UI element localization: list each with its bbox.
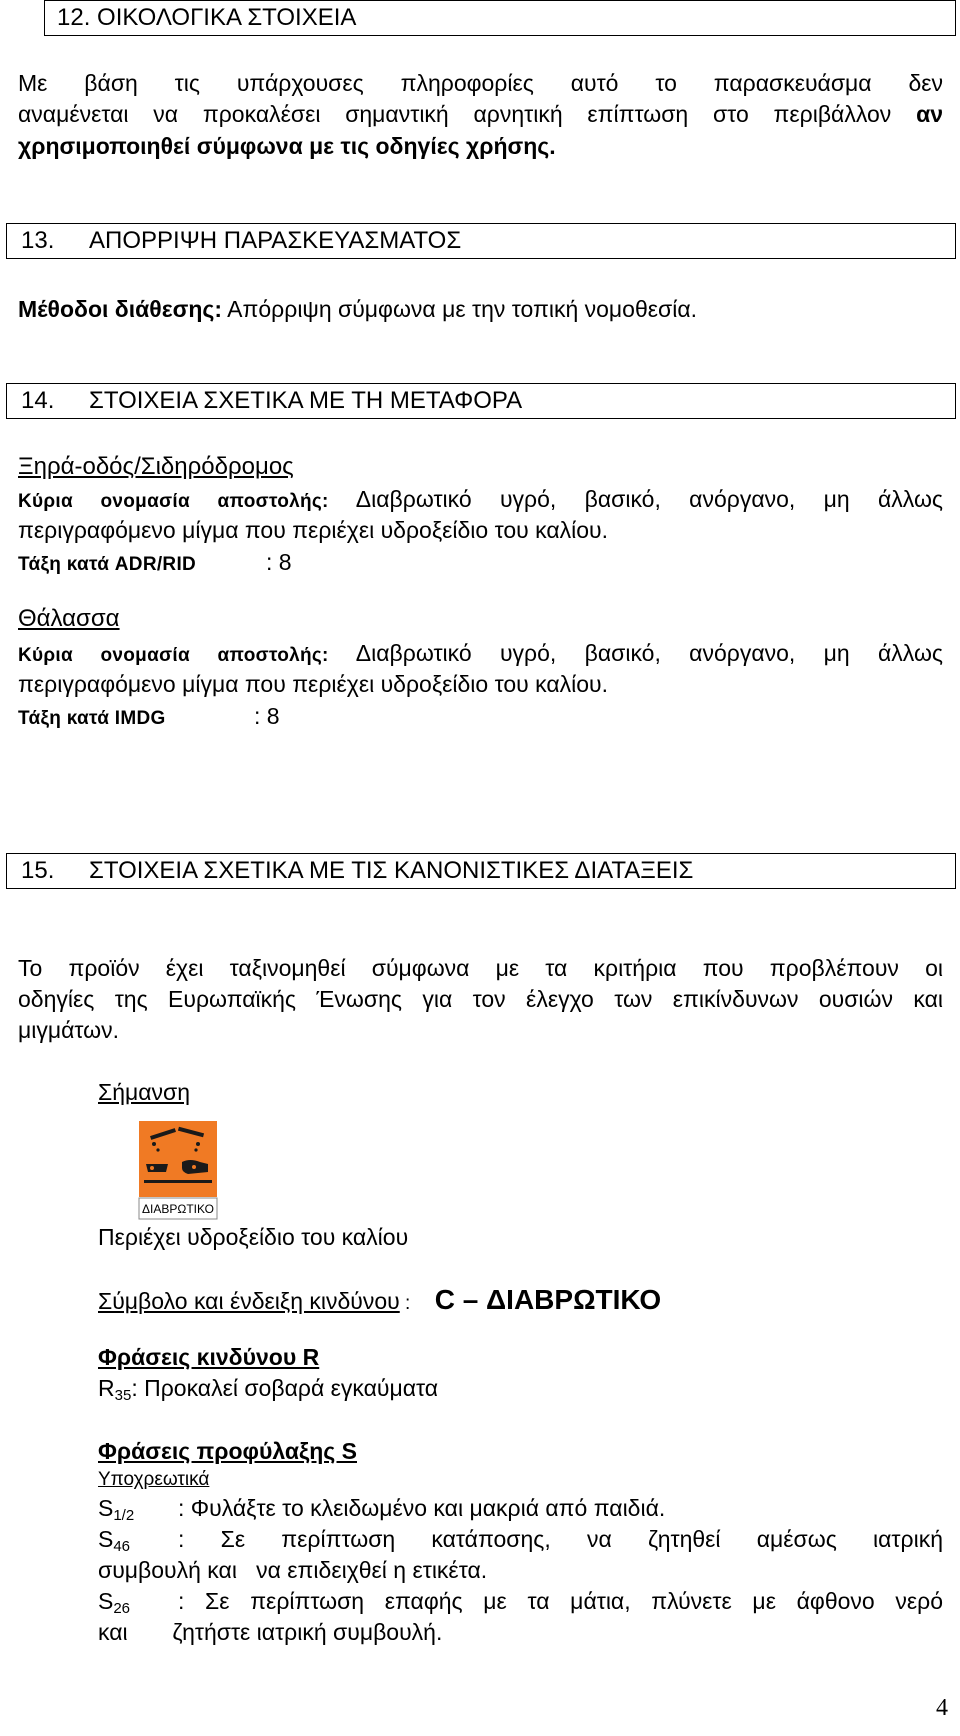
- r35-line: $R_{35}$: Προκαλεί σοβαρά εγκαύματα: [98, 1375, 439, 1404]
- section-13-number: 13.: [21, 227, 55, 254]
- labeling-heading: Σήμανση: [98, 1079, 191, 1105]
- mandatory-label: Υποχρεωτικά: [98, 1469, 210, 1490]
- hazard-symbol-line: Σύμβολο και ένδειξη κινδύνου : C – ΔΙΑΒΡΩΤΙΚΟ: [98, 1284, 662, 1315]
- land-shipping-name-line-2: περιγραφόμενο μίγμα που περιέχει υδροξείδιο του καλίου.: [18, 517, 609, 543]
- sec13-disposal-line: Μέθοδοι διάθεσης: Απόρριψη σύμφωνα με την τοπική νομοθεσία.: [18, 296, 698, 322]
- sec12-line-2: αναμένεται να προκαλέσει σημαντική αρνητική επίπτωση στο περιβάλλον αν: [18, 101, 944, 127]
- section-14-title: ΣΤΟΙΧΕΙΑ ΣΧΕΤΙΚΑ ΜΕ ΤΗ ΜΕΤΑΦΟΡΑ: [89, 387, 523, 414]
- land-transport-heading: Ξηρά-οδός/Σιδηρόδρομος: [18, 453, 294, 480]
- section-14-number: 14.: [21, 387, 55, 414]
- land-shipping-name-line-1: Κύρια ονομασία αποστολής: Διαβρωτικό υγρό, βασικό, ανόργανο, μη άλλως: [18, 486, 943, 512]
- corrosive-pictogram: [138, 1120, 218, 1220]
- section-13-title: ΑΠΟΡΡΙΨΗ ΠΑΡΑΣΚΕΥΑΣΜΑΤΟΣ: [89, 227, 462, 254]
- sea-transport-heading: Θάλασσα: [18, 605, 120, 632]
- section-14-header: [6, 383, 956, 419]
- land-class-line: Τάξη κατά ADR/RID : 8: [18, 549, 292, 575]
- sec12-line-3: χρησιμοποιηθεί σύμφωνα με τις οδηγίες χρήσης.: [18, 133, 556, 159]
- sea-shipping-name-line-1: Κύρια ονομασία αποστολής: Διαβρωτικό υγρό, βασικό, ανόργανο, μη άλλως: [18, 640, 943, 666]
- section-15-number: 15.: [21, 857, 55, 884]
- section-13-header: [6, 223, 956, 259]
- sea-class-line: Τάξη κατά IMDG : 8: [18, 703, 280, 729]
- s-phrases-heading: Φράσεις προφύλαξης S: [98, 1438, 357, 1464]
- s26-line-1: $S_{26}$ : Σε περίπτωση επαφής με τα μάτια, πλύνετε με άφθονο νερό: [98, 1588, 943, 1617]
- pictogram-caption: ΔΙΑΒΡΩΤΙΚΟ: [142, 1202, 214, 1216]
- s26-line-2: και ζητήστε ιατρική συμβουλή.: [98, 1619, 443, 1645]
- s46-line-2: συμβουλή και να επιδειχθεί η ετικέτα.: [98, 1557, 488, 1583]
- section-15-header: [6, 853, 956, 889]
- r-phrases-heading: Φράσεις κινδύνου R: [98, 1344, 320, 1370]
- section-12-title: 12. ΟΙΚΟΛΟΓΙΚΑ ΣΤΟΙΧΕΙΑ: [57, 4, 357, 31]
- sec15-para-line-3: μιγμάτων.: [18, 1017, 120, 1043]
- sec15-para-line-1: Το προϊόν έχει ταξινομηθεί σύμφωνα με τα κριτήρια που προβλέπουν οι: [18, 955, 943, 981]
- s1-2-line: $S_{1/2}$ : Φυλάξτε το κλειδωμένο και μακριά από παιδιά.: [98, 1495, 666, 1524]
- contains-line: Περιέχει υδροξείδιο του καλίου: [98, 1224, 409, 1250]
- section-12-header: [44, 0, 956, 36]
- section-15-title: ΣΤΟΙΧΕΙΑ ΣΧΕΤΙΚΑ ΜΕ ΤΙΣ ΚΑΝΟΝΙΣΤΙΚΕΣ ΔΙΑΤΑΞΕΙΣ: [89, 857, 694, 884]
- sea-shipping-name-line-2: περιγραφόμενο μίγμα που περιέχει υδροξείδιο του καλίου.: [18, 671, 609, 697]
- s46-line-1: $S_{46}$ : Σε περίπτωση κατάποσης, να ζητηθεί αμέσως ιατρική: [98, 1526, 943, 1555]
- hazard-symbol-value: C – ΔΙΑΒΡΩΤΙΚΟ: [434, 1284, 662, 1315]
- sec12-line-1: Με βάση τις υπάρχουσες πληροφορίες αυτό το παρασκευάσμα δεν: [18, 70, 943, 96]
- sec15-para-line-2: οδηγίες της Ευρωπαϊκής Ένωσης για τον έλεγχο των επικίνδυνων ουσιών και: [18, 986, 943, 1012]
- page-number: 4: [936, 1695, 948, 1721]
